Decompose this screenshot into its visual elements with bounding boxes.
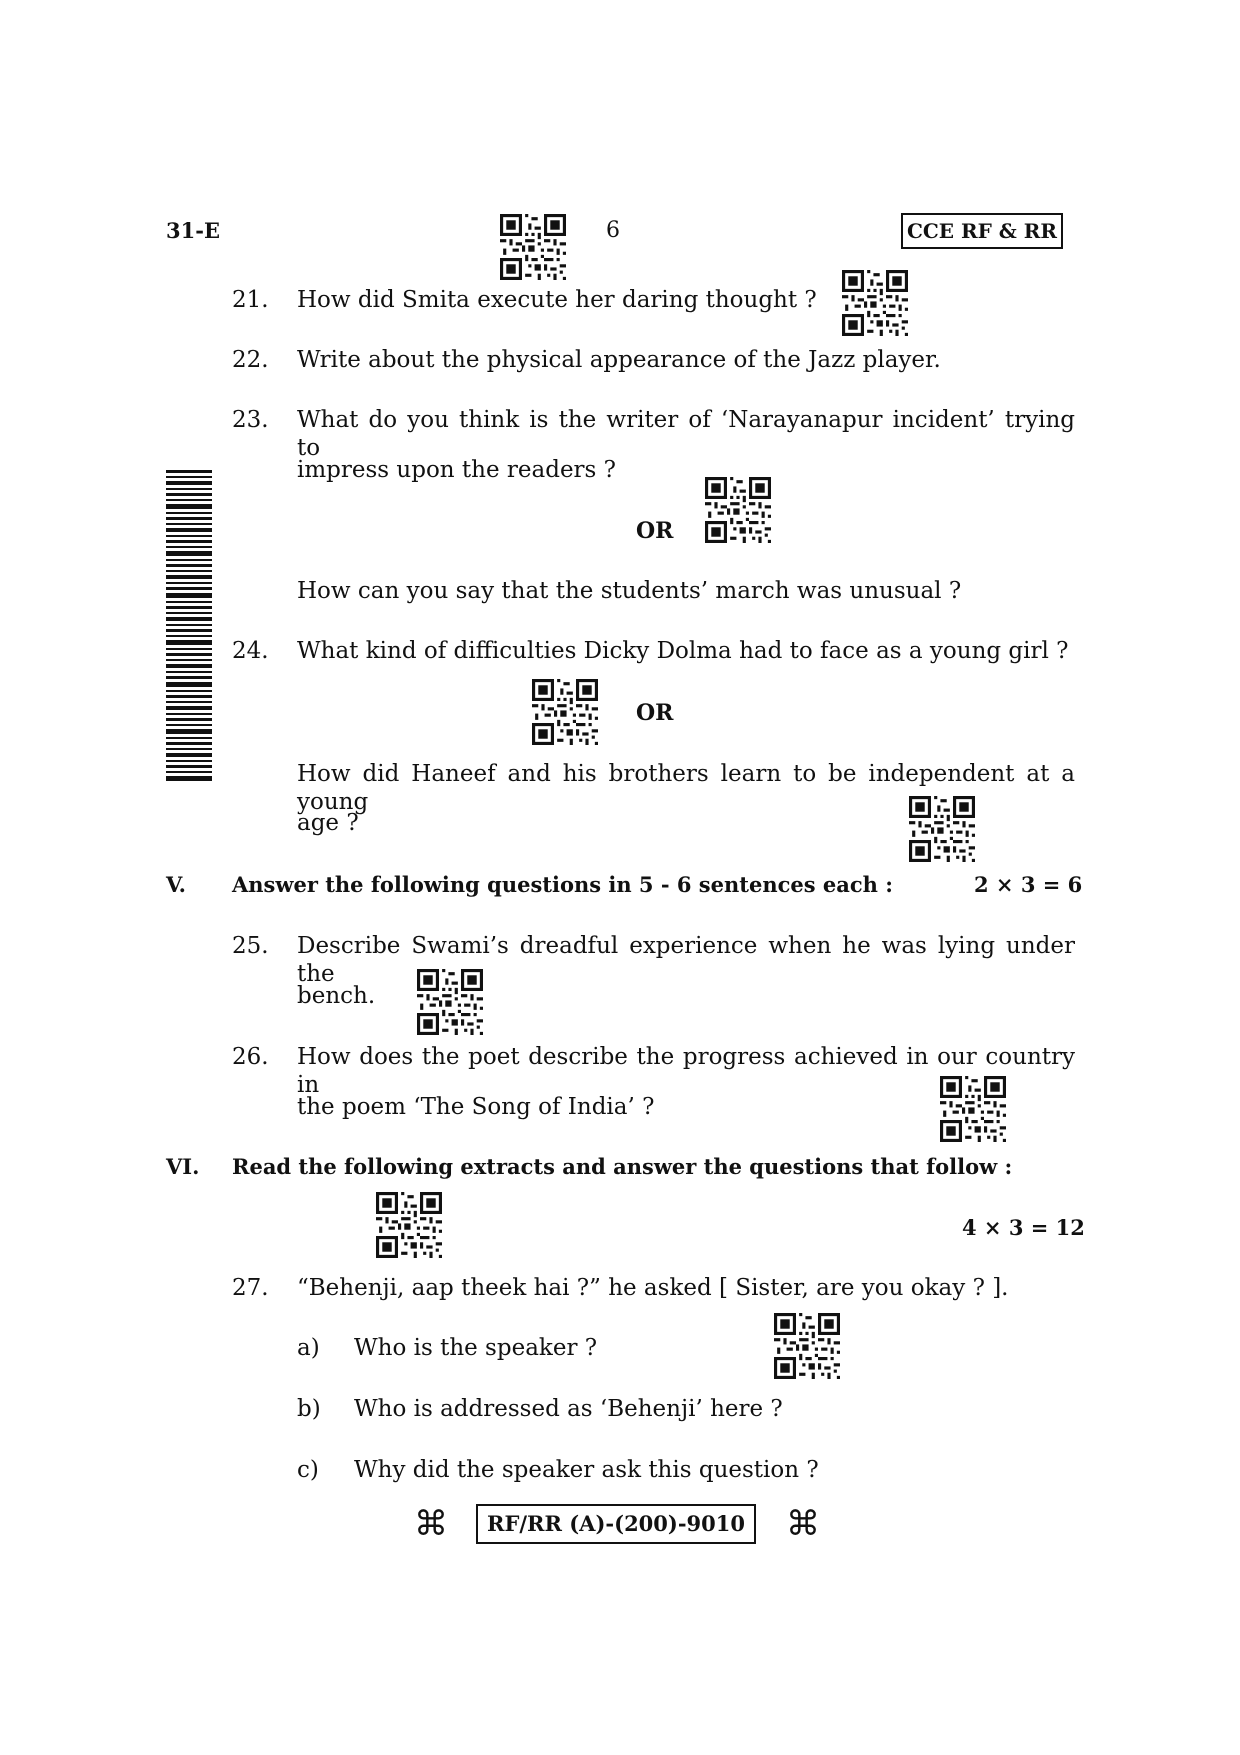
question-text: How did Smita execute her daring thought ? (297, 287, 817, 313)
sub-question-label: a) (297, 1335, 320, 1361)
qr-code-icon (532, 679, 598, 745)
question-number: 22. (232, 347, 269, 373)
question-text: Describe Swami’s dreadful experience when he was lying under the (297, 933, 1075, 987)
or-divider: OR (636, 700, 674, 726)
sub-question-text: Who is the speaker ? (354, 1335, 598, 1361)
question-number: 21. (232, 287, 269, 313)
section-marks: 4 × 3 = 12 (962, 1215, 1085, 1240)
question-number: 26. (232, 1044, 269, 1070)
qr-code-icon (376, 1192, 442, 1258)
question-text: “Behenji, aap theek hai ?” he asked [ Sister, are you okay ? ]. (297, 1275, 1009, 1301)
question-number: 27. (232, 1275, 269, 1301)
or-divider: OR (636, 518, 674, 544)
page-number: 6 (606, 218, 620, 243)
section-title: Read the following extracts and answer the questions that follow : (232, 1154, 1013, 1179)
qr-code-icon (842, 270, 908, 336)
sub-question-label: c) (297, 1457, 319, 1483)
section-marks: 2 × 3 = 6 (974, 872, 1083, 897)
qr-code-icon (500, 214, 566, 280)
question-text-cont: bench. (297, 983, 376, 1009)
section-roman: V. (166, 872, 186, 897)
qr-code-icon (705, 477, 771, 543)
section-title: Answer the following questions in 5 - 6 sentences each : (232, 872, 893, 897)
qr-code-icon (774, 1313, 840, 1379)
question-number: 25. (232, 933, 269, 959)
alternative-question: How can you say that the students’ march was unusual ? (297, 578, 962, 604)
question-text: Write about the physical appearance of the Jazz player. (297, 347, 941, 373)
alternative-question: How did Haneef and his brothers learn to be independent at a young (297, 761, 1075, 815)
question-text-cont: impress upon the readers ? (297, 457, 616, 483)
sub-question-label: b) (297, 1396, 321, 1422)
question-number: 23. (232, 407, 269, 433)
question-text: How does the poet describe the progress achieved in our country in (297, 1044, 1075, 1098)
alternative-question-cont: age ? (297, 810, 359, 836)
footer-code: RF/RR (A)-(200)-9010 (476, 1504, 756, 1544)
sub-question-text: Who is addressed as ‘Behenji’ here ? (354, 1396, 783, 1422)
question-text: What do you think is the writer of ‘Narayanapur incident’ trying to (297, 407, 1075, 461)
paper-code: 31-E (166, 218, 220, 243)
command-symbol-icon: ⌘ (414, 1504, 448, 1544)
command-symbol-icon: ⌘ (786, 1504, 820, 1544)
section-roman: VI. (166, 1154, 200, 1179)
sub-question-text: Why did the speaker ask this question ? (354, 1457, 819, 1483)
exam-badge: CCE RF & RR (901, 213, 1063, 249)
question-text: What kind of difficulties Dicky Dolma had to face as a young girl ? (297, 638, 1069, 664)
question-number: 24. (232, 638, 269, 664)
question-text-cont: the poem ‘The Song of India’ ? (297, 1094, 655, 1120)
barcode-icon (166, 470, 212, 782)
